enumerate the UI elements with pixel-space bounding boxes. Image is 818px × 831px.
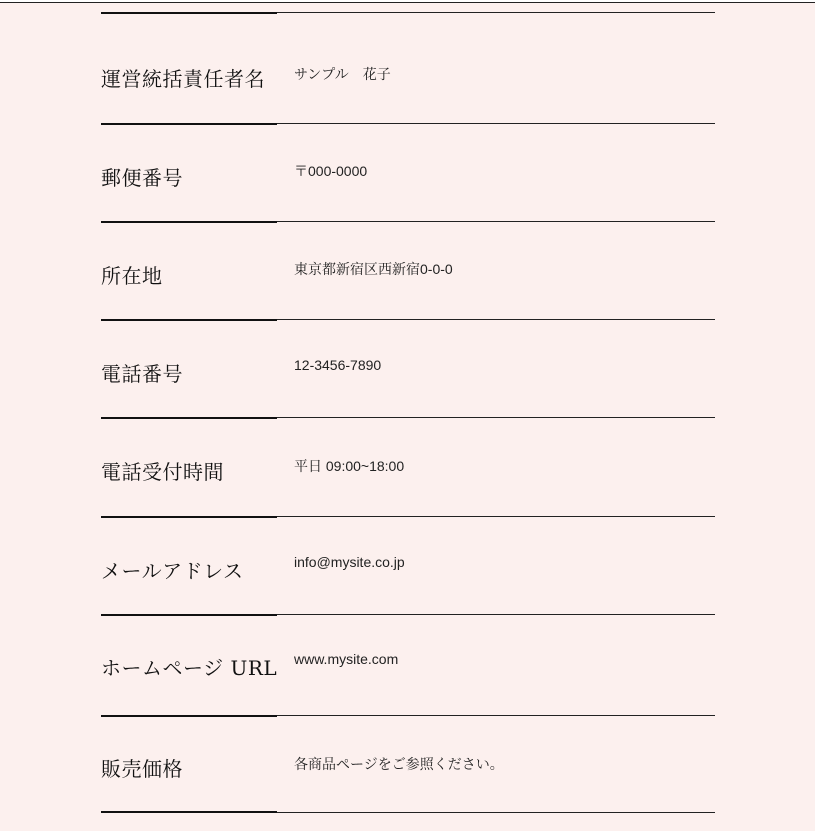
row-value: www.mysite.com — [294, 651, 399, 667]
company-info-table — [101, 12, 715, 813]
row-value: 平日 09:00~18:00 — [294, 458, 405, 474]
row-value: 各商品ページをご参照ください。 — [294, 756, 504, 772]
page-background — [0, 2, 815, 831]
row-label: 販売価格 — [101, 757, 183, 781]
table-row — [101, 221, 715, 319]
table-row — [101, 715, 715, 813]
row-label: ホームページ URL — [101, 656, 278, 680]
row-value: サンプル 花子 — [294, 66, 391, 82]
table-row — [101, 516, 715, 614]
row-value: 〒000-0000 — [294, 163, 368, 179]
table-row — [101, 614, 715, 715]
table-row — [101, 417, 715, 516]
row-label: メールアドレス — [101, 559, 244, 583]
row-label: 運営統括責任者名 — [101, 67, 265, 91]
table-row — [101, 12, 715, 123]
row-value: 東京都新宿区西新宿0-0-0 — [294, 261, 453, 277]
row-label: 電話受付時間 — [101, 460, 224, 484]
table-row — [101, 319, 715, 417]
row-label: 電話番号 — [101, 362, 183, 386]
row-value: 12-3456-7890 — [294, 357, 382, 373]
table-row — [101, 123, 715, 221]
row-label: 所在地 — [101, 264, 163, 288]
row-value: info@mysite.co.jp — [294, 554, 405, 570]
row-label: 郵便番号 — [101, 166, 183, 190]
